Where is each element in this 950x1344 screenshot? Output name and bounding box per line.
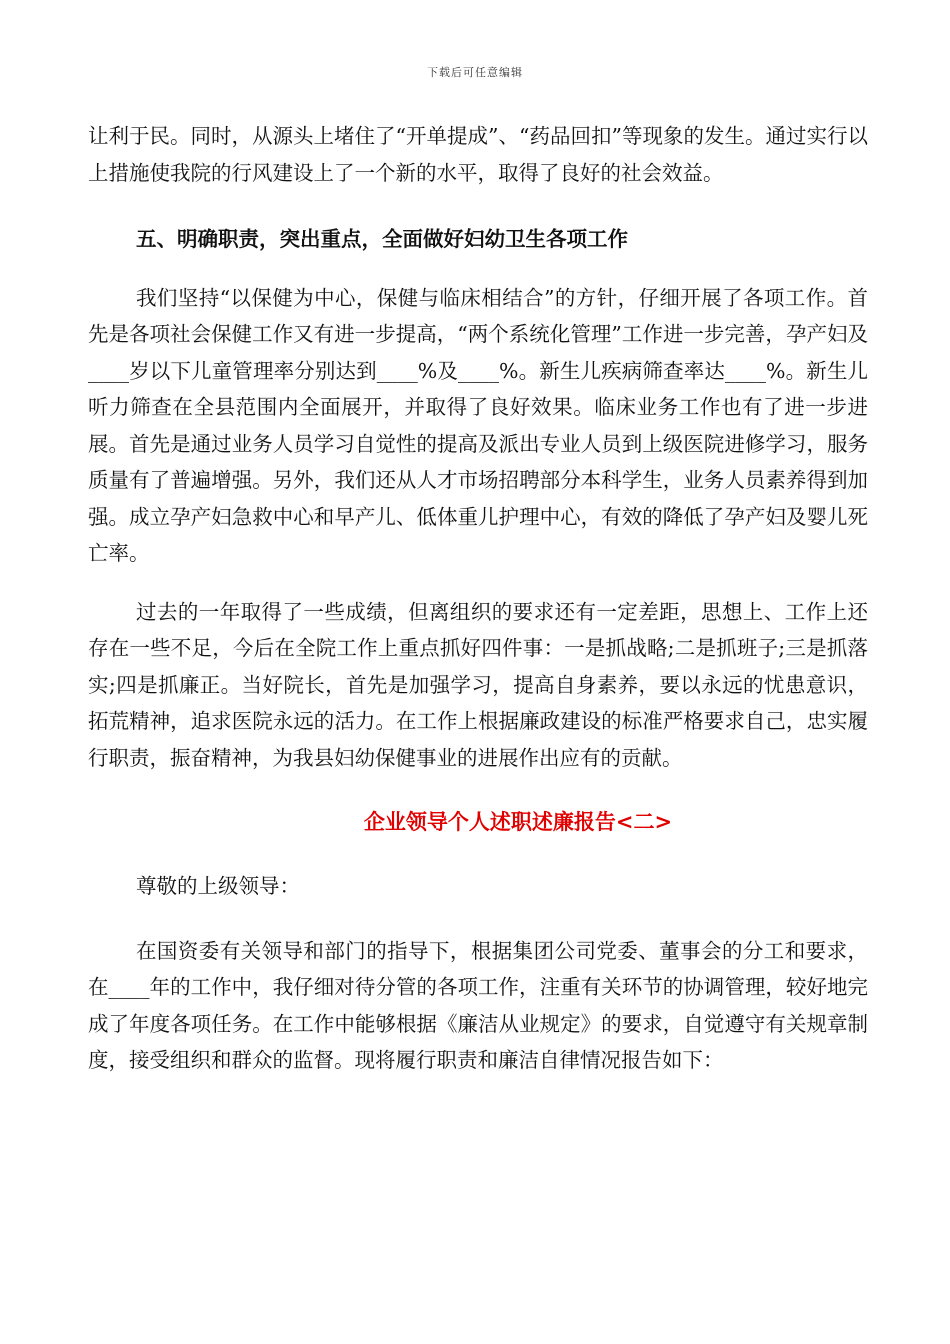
spacer — [88, 572, 868, 594]
spacer — [88, 840, 868, 868]
section-heading: 五、明确职责，突出重点，全面做好妇幼卫生各项工作 — [136, 227, 628, 251]
salutation: 尊敬的上级领导： — [136, 874, 300, 898]
page-header: 下载后可任意编辑 — [427, 66, 523, 79]
spacer — [88, 776, 868, 804]
paragraph-report-intro: 在国资委有关领导和部门的指导下，根据集团公司党委、董事会的分工和要求，在____年的工作中，我仔细对待分管的各项工作，注重有关环节的协调管理，较好地完成了年度各项任务。在工作中能够根据《廉洁从业规定》的要求，自觉遵守有关规章制度，接受组织和群众的监督。现将履行职责和廉洁自律情况报告如下： — [88, 938, 868, 1072]
paragraph-summary: 过去的一年取得了一些成绩，但离组织的要求还有一定差距，思想上、工作上还存在一些不足，今后在全院工作上重点抓好四件事：一是抓战略;二是抓班子;三是抓落实;四是抓廉正。当好院长，首先是加强学习，提高自身素养，要以永远的忧患意识，拓荒精神，追求医院永远的活力。在工作上根据廉政建设的标准严格要求自己，忠实履行职责，振奋精神，为我县妇幼保健事业的进展作出应有的贡献。 — [88, 599, 868, 770]
paragraph-continuation: 让利于民。同时，从源头上堵住了“开单提成”、“药品回扣”等现象的发生。通过实行以上措施使我院的行风建设上了一个新的水平，取得了良好的社会效益。 — [88, 124, 868, 185]
paragraph-maternal-child-work: 我们坚持“以保健为中心，保健与临床相结合”的方针，仔细开展了各项工作。首先是各项社会保健工作又有进一步提高，“两个系统化管理”工作进一步完善，孕产妇及____岁以下儿童管理率分别达到____%及____%。新生儿疾病筛查率达____%。新生儿听力筛查在全县范围内全面展开，并取得了良好效果。临床业务工作也有了进一步进展。首先是通过业务人员学习自觉性的提高及派出专业人员到上级医院进修学习，服务质量有了普遍增强。另外，我们还从人才市场招聘部分本科学生，业务人员素养得到加强。成立孕产妇急救中心和早产儿、低体重儿护理中心，有效的降低了孕产妇及婴儿死亡率。 — [88, 285, 868, 565]
spacer — [88, 258, 868, 280]
spacer — [88, 905, 868, 933]
document-body — [88, 118, 868, 1079]
report-title: 企业领导个人述职述廉报告<二> — [363, 809, 673, 834]
spacer — [88, 191, 868, 221]
